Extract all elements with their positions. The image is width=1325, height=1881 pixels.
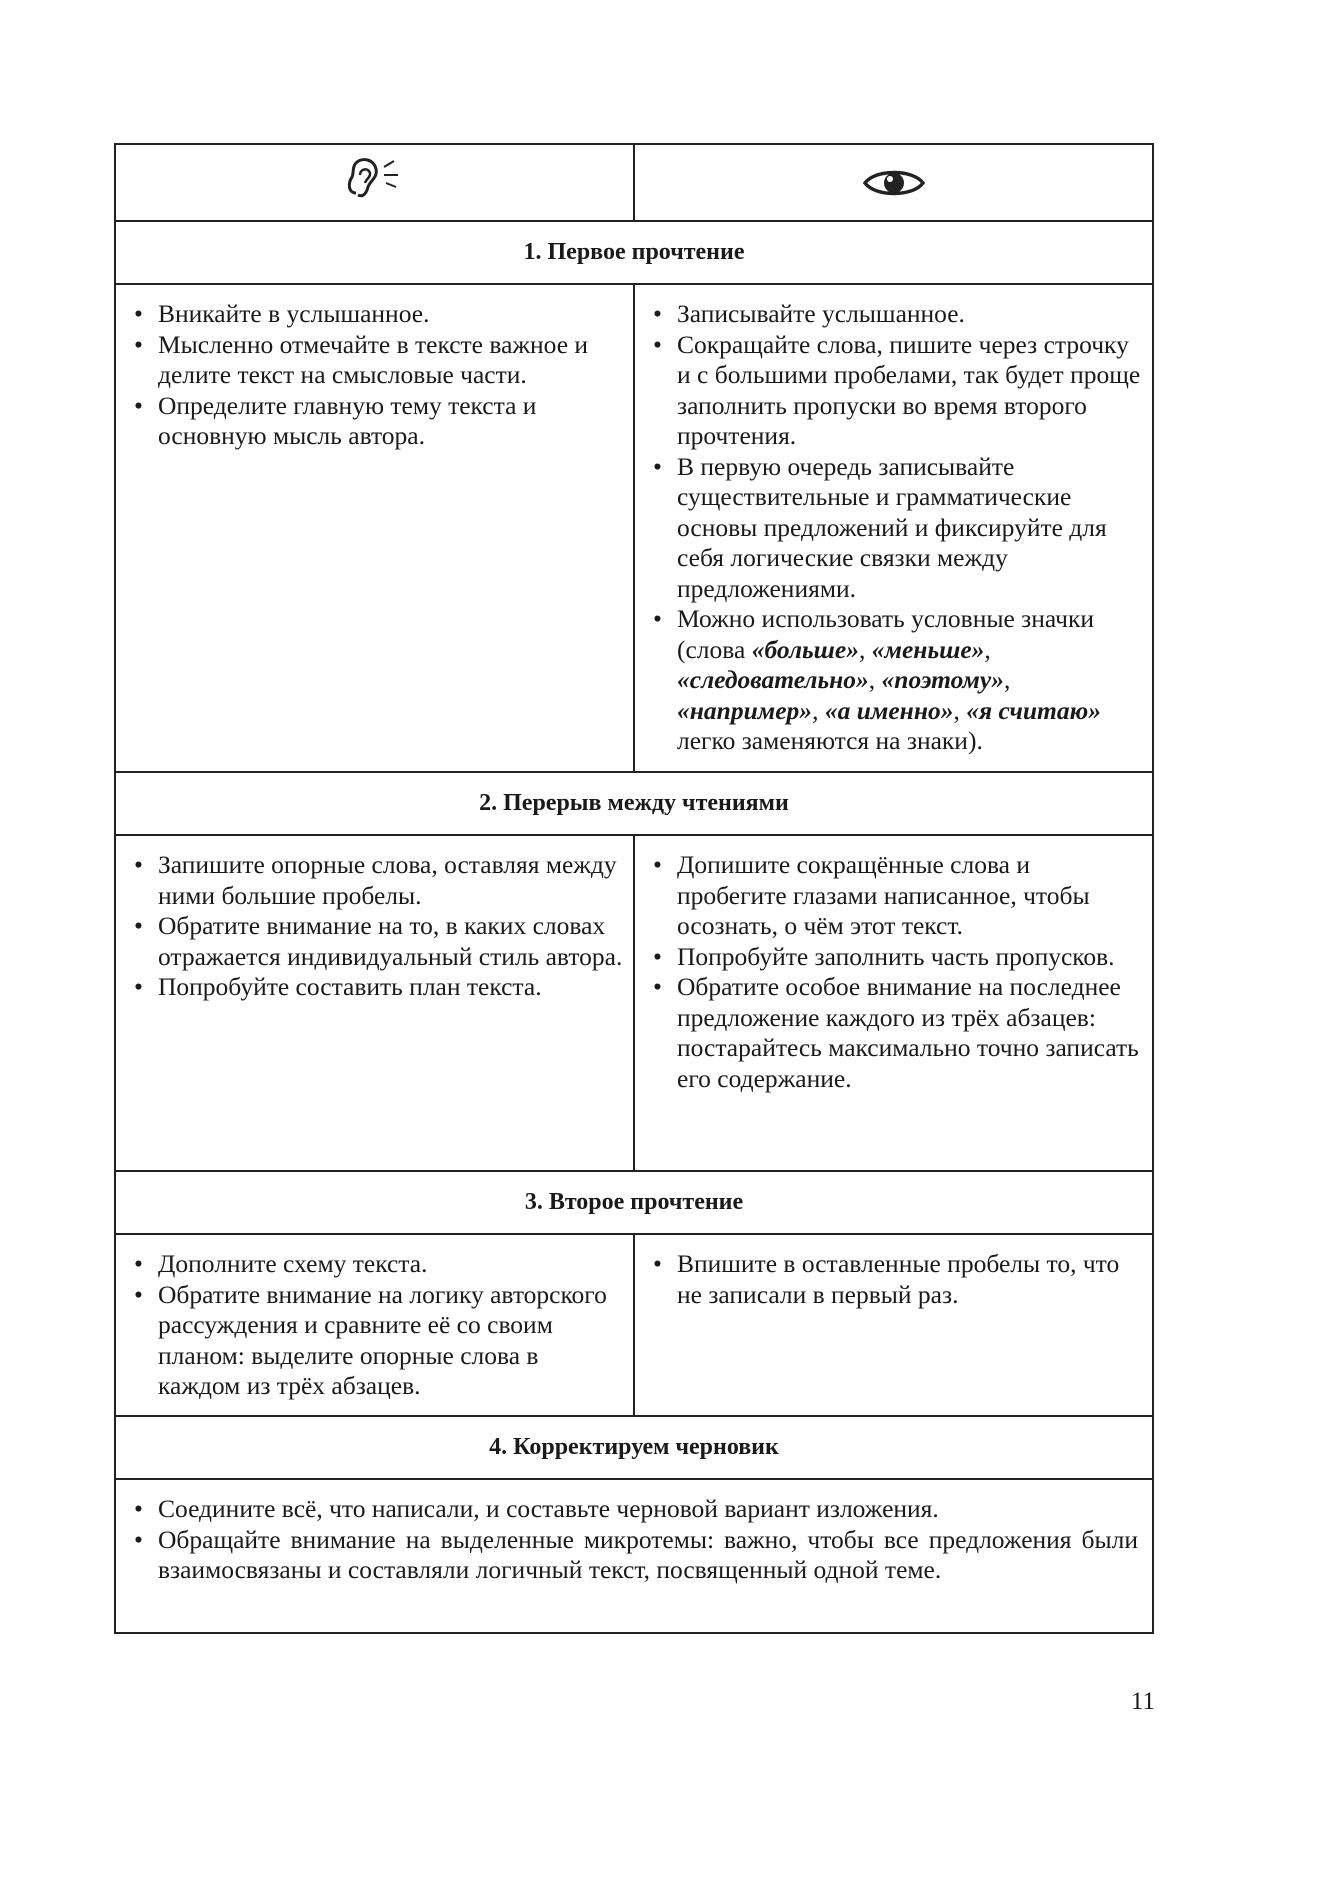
list-item: • Попробуйте составить план текста. [128, 972, 627, 1003]
list-item: • Обратите внимание на то, в каких словах отражается индивидуальный стиль автора. [128, 911, 627, 972]
icon-header-row [116, 145, 1152, 222]
separator: , [812, 695, 825, 725]
list-item: • Дополните схему текста. [128, 1249, 627, 1280]
example-word: «например» [677, 695, 813, 725]
section-title: 1. Первое прочтение [523, 239, 745, 265]
listening-cell [116, 836, 633, 1170]
writing-cell [633, 836, 1152, 1170]
list-item: • Впишите в оставленные пробелы то, что не записали в первый раз. [647, 1249, 1146, 1310]
section-title: 3. Второе прочтение [524, 1189, 744, 1215]
tips-list [128, 1494, 1138, 1586]
section-2-content-row [116, 836, 1152, 1172]
list-item: • Мысленно отмечайте в тексте важное и делите текст на смысловые части. [128, 330, 627, 391]
list-item-text: Можно использовать условные значки (слова [677, 604, 1095, 664]
section-3-content-row [116, 1235, 1152, 1417]
list-item: • В первую очередь записывайте существительные и грамматические основы предложений и фиксируйте для себя логические связки между предложениями. [647, 452, 1146, 605]
reading-strategy-table [114, 143, 1154, 1634]
list-item: • Определите главную тему текста и основную мысль автора. [128, 391, 627, 452]
section-title: 4. Корректируем черновик [489, 1434, 779, 1460]
ear-listening-icon [340, 153, 410, 213]
list-item: • Допишите сокращённые слова и пробегите глазами написанное, чтобы осознать, о чём этот текст. [647, 850, 1146, 942]
example-word: «поэтому» [881, 665, 1004, 694]
example-word: «а именно» [824, 695, 954, 725]
section-1-content-row [116, 285, 1152, 773]
example-word: «меньше» [871, 634, 985, 664]
tips-list [128, 1249, 627, 1402]
separator: , [859, 634, 872, 664]
section-4-content-row [116, 1480, 1152, 1632]
list-item: • Запишите опорные слова, оставляя между ними большие пробелы. [128, 850, 627, 911]
list-item-text: легко заменяются на знаки). [677, 726, 983, 755]
listening-cell [116, 1235, 633, 1415]
section-3-header-row [116, 1172, 1152, 1235]
section-1-header-row [116, 222, 1152, 285]
tips-list [647, 850, 1146, 1094]
separator: , [984, 634, 991, 664]
listening-column-header [116, 145, 633, 220]
page-number: 11 [1130, 1688, 1155, 1715]
example-word: «следовательно» [677, 665, 869, 694]
tips-list [128, 850, 627, 1003]
writing-cell [633, 285, 1152, 771]
list-item: • Обращайте внимание на выделенные микротемы: важно, чтобы все предложения были взаимосвязаны и составляли логичный текст, посвященный одной теме. [128, 1525, 1138, 1586]
tips-list [647, 299, 1146, 757]
eye-icon [859, 163, 929, 203]
writing-cell [633, 1235, 1152, 1415]
example-word: «я считаю» [966, 695, 1101, 725]
section-4-header-row [116, 1417, 1152, 1480]
list-item: • Сокращайте слова, пишите через строчку и с большими пробелами, так будет проще заполнить пропуски во время второго прочтения. [647, 330, 1146, 452]
separator: , [1003, 665, 1011, 694]
list-item: • Записывайте услышанное. [647, 299, 1146, 330]
section-title: 2. Перерыв между чтениями [479, 790, 789, 816]
list-item: • Вникайте в услышанное. [128, 299, 627, 330]
tips-list [128, 299, 627, 452]
list-item: • Обратите особое внимание на последнее предложение каждого из трёх абзацев: постарайтесь максимально точно записать его содержание. [647, 972, 1146, 1094]
list-item: • Соедините всё, что написали, и составьте черновой вариант изложения. [128, 1494, 1138, 1525]
example-word: «больше» [751, 634, 859, 664]
separator: , [953, 695, 967, 725]
separator: , [868, 665, 882, 694]
section-2-header-row [116, 773, 1152, 836]
full-width-cell [116, 1480, 1152, 1632]
list-item: • Попробуйте заполнить часть пропусков. [647, 942, 1146, 973]
tips-list [647, 1249, 1146, 1310]
writing-column-header [633, 145, 1152, 220]
listening-cell [116, 285, 633, 771]
list-item: • Обратите внимание на логику авторского рассуждения и сравните её со своим планом: выделите опорные слова в каждом из трёх абзацев. [128, 1280, 627, 1402]
list-item [647, 604, 1146, 757]
